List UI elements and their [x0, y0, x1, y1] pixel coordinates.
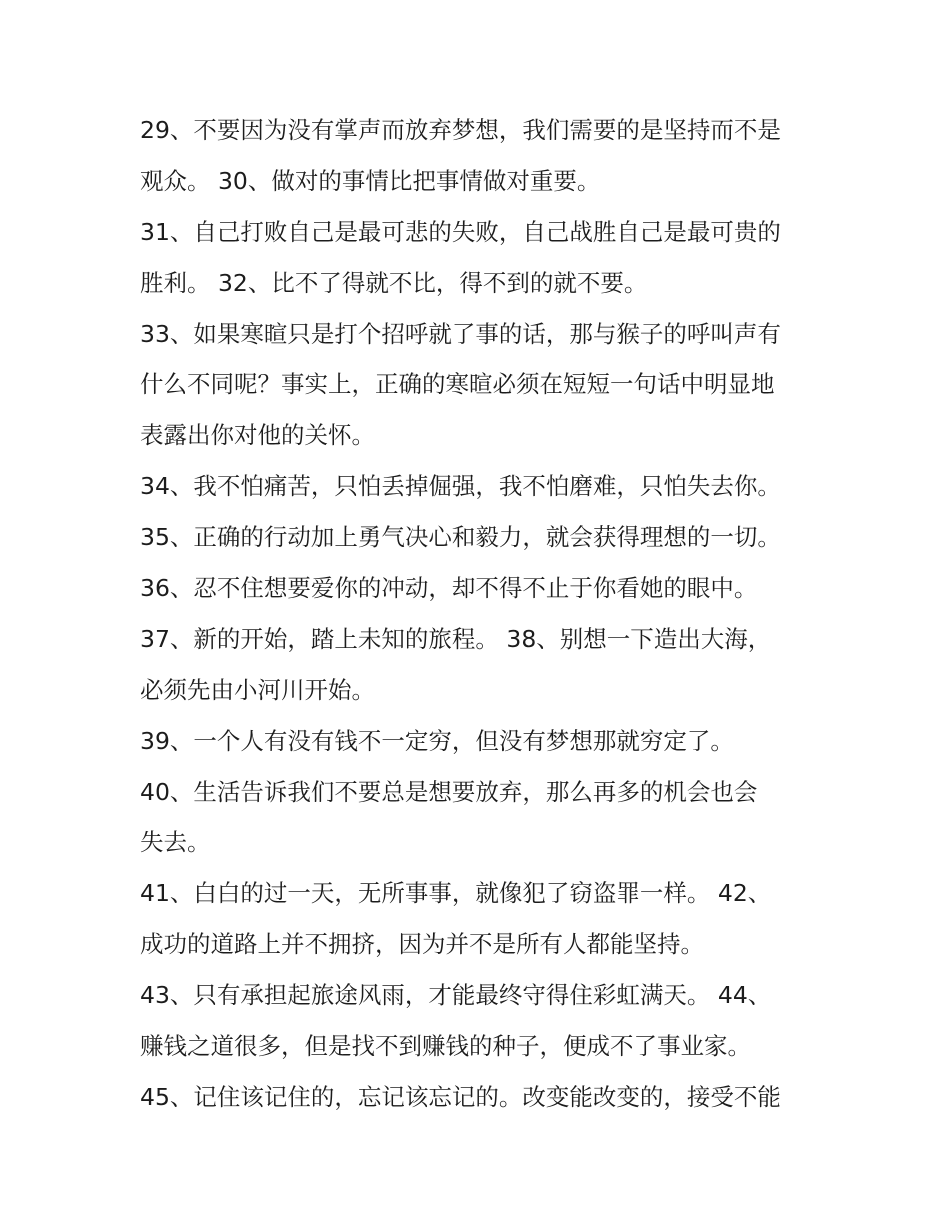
quote-text-block	[140, 105, 830, 1123]
text-line: 37、新的开始，踏上未知的旅程。 38、别想一下造出大海，	[140, 624, 772, 653]
text-line: 表露出你对他的关怀。	[140, 421, 375, 450]
text-line: 43、只有承担起旅途风雨，才能最终守得住彩虹满天。 44、	[140, 981, 772, 1010]
text-line: 观众。 30、做对的事情比把事情做对重要。	[140, 166, 601, 195]
text-line: 什么不同呢？事实上，正确的寒暄必须在短短一句话中明显地	[140, 370, 775, 399]
text-line: 36、忍不住想要爱你的冲动，却不得不止于你看她的眼中。	[140, 574, 758, 603]
text-line: 35、正确的行动加上勇气决心和毅力，就会获得理想的一切。	[140, 523, 781, 552]
text-line: 34、我不怕痛苦，只怕丢掉倔强，我不怕磨难，只怕失去你。	[140, 472, 781, 501]
text-line: 40、生活告诉我们不要总是想要放弃，那么再多的机会也会	[140, 777, 758, 806]
text-line: 失去。	[140, 828, 211, 857]
text-line: 胜利。 32、比不了得就不比，得不到的就不要。	[140, 268, 648, 297]
text-line: 成功的道路上并不拥挤，因为并不是所有人都能坚持。	[140, 930, 704, 959]
text-line: 29、不要因为没有掌声而放弃梦想，我们需要的是坚持而不是	[140, 116, 781, 144]
text-line: 41、白白的过一天，无所事事，就像犯了窃盗罪一样。 42、	[140, 879, 772, 908]
text-line: 33、如果寒暄只是打个招呼就了事的话，那与猴子的呼叫声有	[140, 319, 781, 348]
text-line: 必须先由小河川开始。	[140, 675, 375, 704]
text-line: 45、记住该记住的，忘记该忘记的。改变能改变的，接受不能	[140, 1082, 781, 1111]
text-line: 31、自己打败自己是最可悲的失败，自己战胜自己是最可贵的	[140, 217, 781, 246]
text-line: 39、一个人有没有钱不一定穷，但没有梦想那就穷定了。	[140, 726, 734, 755]
text-line: 赚钱之道很多，但是找不到赚钱的种子，便成不了事业家。	[140, 1032, 751, 1061]
